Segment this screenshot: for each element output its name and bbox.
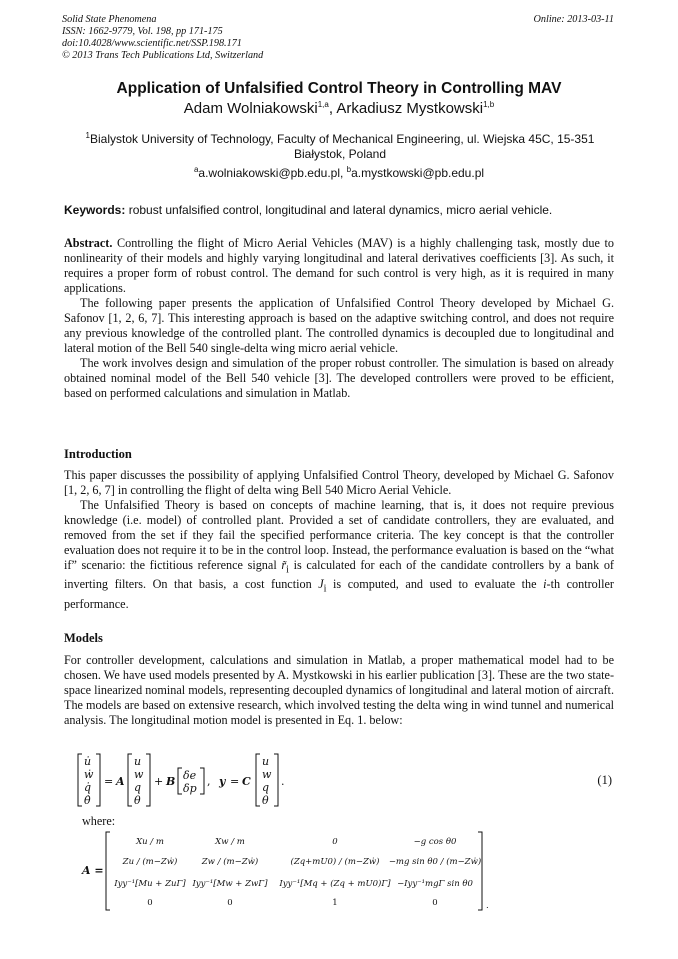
affiliation-sup: 1 — [85, 131, 90, 140]
svg-text:=: = — [104, 775, 114, 788]
introduction-heading: Introduction — [64, 447, 132, 461]
y-state-3: θ — [262, 794, 269, 807]
svg-text:.: . — [486, 901, 489, 911]
svg-text:.: . — [281, 775, 285, 788]
y-symbol: y — [219, 775, 226, 788]
symbol-i: i — [543, 577, 547, 592]
where-label: where: — [82, 814, 116, 828]
issn-line: ISSN: 1662-9779, Vol. 198, pp 171-175 — [62, 26, 223, 37]
copyright-line: © 2013 Trans Tech Publications Ltd, Switzerland — [62, 50, 264, 61]
a32: Iyy⁻¹[Mw + ZwΓ] — [192, 879, 268, 889]
models-heading: Models — [64, 631, 103, 645]
author-separator: , — [328, 100, 337, 117]
email-a: a.wolniakowski@pb.edu.pl, — [198, 166, 347, 180]
online-date: Online: 2013-03-11 — [533, 14, 614, 25]
matrix-C-symbol: C — [242, 775, 251, 788]
journal-header — [62, 14, 614, 62]
a41: 0 — [147, 898, 153, 908]
a12: Xw / m — [215, 837, 245, 847]
state-1: w — [134, 768, 144, 781]
svg-text:+: + — [154, 775, 164, 788]
equation-number: (1) — [597, 773, 612, 787]
affiliation — [66, 132, 614, 162]
matrix-B-symbol: B — [166, 775, 176, 788]
abstract — [64, 236, 614, 401]
delta-e: δe — [183, 769, 197, 782]
models-p1: For controller development, calculations and simulation in Matlab, a proper mathematical model had to be chosen. We have used models presented by A. Mystkowski in his earlier publication [3]. These are the two state-space linearized nominal models, representing decoupled dynamics of longitudinal and lateral motion of aircraft. The models are based on extensive research, which involved testing the delta wing in wind tunnel and numerical analysis. The longitudinal motion model is presented in Eq. 1. below: — [64, 653, 614, 727]
emails-line — [0, 166, 678, 180]
a34: −Iyy⁻¹mgΓ sin θ0 — [397, 879, 473, 889]
keywords-text: robust unfalsified control, longitudinal and lateral dynamics, micro aerial vehicle. — [125, 203, 553, 217]
a23: (Zq+mU0) / (m−Zẇ) — [290, 857, 380, 867]
keywords — [64, 203, 614, 217]
y-state-2: q — [262, 781, 270, 794]
journal-name: Solid State Phenomena — [62, 14, 157, 25]
state-2: q — [134, 781, 142, 794]
svg-text:,: , — [207, 775, 211, 788]
intro-p1: This paper discusses the possibility of applying Unfalsified Control Theory, developed by Michael G. Safonov [1, 2, 6, 7] in controlling the flight of delta wing Bell 540 Micro Aerial Vehicle. — [64, 468, 614, 497]
state-dot-1: ẇ — [84, 768, 94, 781]
a13: 0 — [332, 837, 338, 847]
email-a-sup: a — [193, 165, 199, 174]
a14: −g cos θ0 — [413, 837, 457, 847]
a44: 0 — [432, 898, 438, 908]
a11: Xu / m — [136, 837, 164, 847]
symbol-r-sub: i — [286, 564, 289, 576]
abstract-label: Abstract. — [64, 236, 113, 250]
svg-text:=: = — [230, 775, 240, 788]
affiliation-line-2: Białystok, Poland — [293, 147, 387, 161]
doi-line: doi:10.4028/www.scientific.net/SSP.198.171 — [62, 38, 242, 49]
a21: Zu / (m−Zẇ) — [122, 857, 178, 867]
delta-p: δp — [183, 782, 197, 795]
a42: 0 — [227, 898, 233, 908]
intro-p2: The Unfalsified Theory is based on concepts of machine learning, that is, it does not require previous knowledge (i.e. model) of controlled plant. Provided a set of candidate controllers, they are evaluated, and removed from the set if they fail the specified performance criteria. The key concept is that the controller evaluation does not require it to be in the control loop. Instead, the performance evaluation is based on the “what if” scenario: the fictitious reference signal $r̃_i$ is calculated for each of the candidate controllers by a bank of inverting filters. On that basis, a cost function $J_i$ is computed, and used to evaluate the i-th controller performance. — [64, 498, 614, 611]
introduction-body — [64, 468, 614, 612]
email-b-sup: b — [346, 165, 352, 174]
matrix-A — [70, 830, 570, 912]
paper-title: Application of Unfalsified Control Theory in Controlling MAV — [116, 80, 562, 97]
state-dot-2: q̇ — [84, 781, 92, 794]
symbol-J: J — [318, 577, 324, 592]
a33: Iyy⁻¹[Mq + (Zq + mU0)Γ] — [279, 879, 391, 889]
affiliation-line-1: Bialystok University of Technology, Faculty of Mechanical Engineering, ul. Wiejska 45C, 15-351 — [89, 132, 595, 146]
email-b: a.mystkowski@pb.edu.pl — [351, 166, 485, 180]
abstract-p1: Controlling the flight of Micro Aerial Vehicles (MAV) is a highly challenging task, mostly due to nonlinearity of their models and highly varying longitudinal and lateral derivatives coefficients [3]. As such, it requires a proper form of robust control. The demand for such control is very high, as it is required in many applications. — [64, 236, 614, 295]
state-0: u — [134, 755, 142, 768]
author-1-sup: 1,a — [317, 100, 329, 109]
a22: Zw / (m−Zẇ) — [201, 857, 259, 867]
symbol-r-tilde: r̃ — [281, 558, 287, 572]
authors-line — [0, 100, 678, 117]
matrix-A-symbol: A — [116, 775, 125, 788]
equation-1 — [64, 752, 614, 808]
matrix-A-label: A = — [82, 864, 104, 877]
y-state-0: u — [262, 755, 270, 768]
state-3: θ — [134, 794, 141, 807]
author-2-sup: 1,b — [483, 100, 495, 109]
keywords-label: Keywords: — [64, 203, 126, 217]
abstract-p2: The following paper presents the application of Unfalsified Control Theory developed by Michael G. Safonov [1, 2, 6, 7]. This interesting approach is based on the adaptive switching control, and does not require any previous knowledge of the controlled plant. The controlled dynamics is decoupled due to longitudinal and lateral motion of the Bell 540 single-delta wing micro aerial vehicle. — [64, 296, 614, 355]
y-state-1: w — [262, 768, 272, 781]
author-1: Adam Wolniakowski — [183, 100, 318, 117]
models-body — [64, 653, 614, 728]
symbol-J-sub: i — [323, 583, 327, 595]
state-dot-0: u̇ — [84, 755, 92, 768]
abstract-p3: The work involves design and simulation of the proper robust controller. The simulation is based on already obtained nominal model of the Bell 540 vehicle [3]. The developed controllers were proved to be efficient, based on performed calculations and simulation in Matlab. — [64, 356, 614, 400]
state-dot-3: θ̇ — [84, 794, 91, 807]
a24: −mg sin θ0 / (m−Zẇ) — [388, 857, 482, 867]
author-2: Arkadiusz Mystkowski — [336, 100, 484, 117]
a43: 1 — [332, 898, 338, 908]
a31: Iyy⁻¹[Mu + ZuΓ] — [114, 879, 186, 889]
